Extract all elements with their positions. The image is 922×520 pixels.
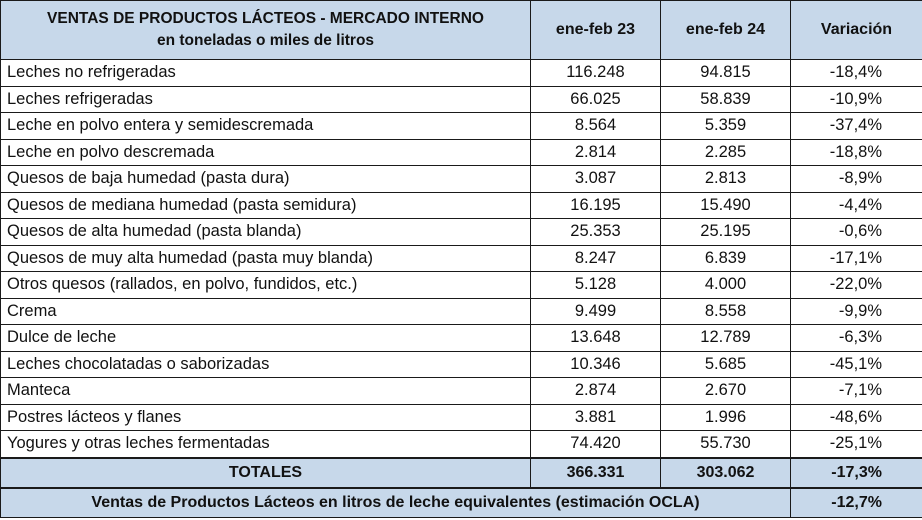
variation-value: -10,9% xyxy=(791,86,922,113)
column-header-variacion: Variación xyxy=(791,1,922,60)
totals-ene-feb-23: 366.331 xyxy=(531,458,661,488)
totals-label: TOTALES xyxy=(1,458,531,488)
value-ene-feb-23: 25.353 xyxy=(531,219,661,246)
variation-value: -18,4% xyxy=(791,60,922,87)
value-ene-feb-23: 13.648 xyxy=(531,325,661,352)
table-header xyxy=(1,1,922,60)
variation-value: -7,1% xyxy=(791,378,922,405)
value-ene-feb-23: 116.248 xyxy=(531,60,661,87)
product-name: Otros quesos (rallados, en polvo, fundidos, etc.) xyxy=(1,272,531,299)
product-name: Leche en polvo entera y semidescremada xyxy=(1,113,531,140)
totals-ene-feb-24: 303.062 xyxy=(661,458,791,488)
table-body xyxy=(1,60,922,458)
value-ene-feb-24: 8.558 xyxy=(661,298,791,325)
table-row xyxy=(1,325,922,352)
table-row xyxy=(1,245,922,272)
product-name: Leches refrigeradas xyxy=(1,86,531,113)
product-name: Quesos de baja humedad (pasta dura) xyxy=(1,166,531,193)
product-name: Quesos de mediana humedad (pasta semidura) xyxy=(1,192,531,219)
table-row xyxy=(1,192,922,219)
variation-value: -48,6% xyxy=(791,404,922,431)
variation-value: -9,9% xyxy=(791,298,922,325)
product-name: Quesos de muy alta humedad (pasta muy blanda) xyxy=(1,245,531,272)
table-row xyxy=(1,219,922,246)
value-ene-feb-23: 5.128 xyxy=(531,272,661,299)
table-row xyxy=(1,86,922,113)
value-ene-feb-24: 4.000 xyxy=(661,272,791,299)
product-name: Dulce de leche xyxy=(1,325,531,352)
table-title-units: en toneladas o miles de litros xyxy=(156,32,375,49)
variation-value: -37,4% xyxy=(791,113,922,140)
value-ene-feb-23: 8.564 xyxy=(531,113,661,140)
value-ene-feb-23: 2.874 xyxy=(531,378,661,405)
value-ene-feb-23: 3.087 xyxy=(531,166,661,193)
value-ene-feb-23: 16.195 xyxy=(531,192,661,219)
milk-equivalent-variation: -12,7% xyxy=(791,488,922,518)
variation-value: -18,8% xyxy=(791,139,922,166)
milk-equivalent-row xyxy=(1,488,922,518)
variation-value: -45,1% xyxy=(791,351,922,378)
product-name: Manteca xyxy=(1,378,531,405)
value-ene-feb-23: 74.420 xyxy=(531,431,661,458)
table-row xyxy=(1,139,922,166)
milk-equivalent-label: Ventas de Productos Lácteos en litros de leche equivalentes (estimación OCLA) xyxy=(1,488,791,518)
value-ene-feb-24: 58.839 xyxy=(661,86,791,113)
product-name: Yogures y otras leches fermentadas xyxy=(1,431,531,458)
product-name: Crema xyxy=(1,298,531,325)
table-row xyxy=(1,378,922,405)
table-row xyxy=(1,166,922,193)
table-row xyxy=(1,404,922,431)
table-row xyxy=(1,113,922,140)
value-ene-feb-24: 94.815 xyxy=(661,60,791,87)
totals-row xyxy=(1,458,922,488)
value-ene-feb-24: 15.490 xyxy=(661,192,791,219)
table-row xyxy=(1,431,922,458)
table-footer xyxy=(1,458,922,518)
table-title-main: VENTAS DE PRODUCTOS LÁCTEOS - MERCADO INTERNO xyxy=(47,10,484,27)
product-name: Leches no refrigeradas xyxy=(1,60,531,87)
product-name: Quesos de alta humedad (pasta blanda) xyxy=(1,219,531,246)
product-name: Leche en polvo descremada xyxy=(1,139,531,166)
value-ene-feb-23: 2.814 xyxy=(531,139,661,166)
value-ene-feb-24: 2.670 xyxy=(661,378,791,405)
value-ene-feb-23: 8.247 xyxy=(531,245,661,272)
value-ene-feb-24: 55.730 xyxy=(661,431,791,458)
value-ene-feb-24: 12.789 xyxy=(661,325,791,352)
variation-value: -22,0% xyxy=(791,272,922,299)
variation-value: -17,1% xyxy=(791,245,922,272)
column-header-ene-feb-23: ene-feb 23 xyxy=(531,1,661,60)
value-ene-feb-23: 9.499 xyxy=(531,298,661,325)
totals-variation: -17,3% xyxy=(791,458,922,488)
product-name: Leches chocolatadas o saborizadas xyxy=(1,351,531,378)
value-ene-feb-23: 3.881 xyxy=(531,404,661,431)
value-ene-feb-24: 2.813 xyxy=(661,166,791,193)
value-ene-feb-23: 66.025 xyxy=(531,86,661,113)
value-ene-feb-24: 1.996 xyxy=(661,404,791,431)
variation-value: -0,6% xyxy=(791,219,922,246)
value-ene-feb-24: 25.195 xyxy=(661,219,791,246)
variation-value: -4,4% xyxy=(791,192,922,219)
value-ene-feb-23: 10.346 xyxy=(531,351,661,378)
table-row xyxy=(1,351,922,378)
product-name: Postres lácteos y flanes xyxy=(1,404,531,431)
value-ene-feb-24: 2.285 xyxy=(661,139,791,166)
variation-value: -6,3% xyxy=(791,325,922,352)
variation-value: -8,9% xyxy=(791,166,922,193)
column-header-ene-feb-24: ene-feb 24 xyxy=(661,1,791,60)
value-ene-feb-24: 5.359 xyxy=(661,113,791,140)
table-row xyxy=(1,60,922,87)
value-ene-feb-24: 6.839 xyxy=(661,245,791,272)
variation-value: -25,1% xyxy=(791,431,922,458)
value-ene-feb-24: 5.685 xyxy=(661,351,791,378)
table-row xyxy=(1,298,922,325)
table-title xyxy=(1,1,531,60)
table-row xyxy=(1,272,922,299)
